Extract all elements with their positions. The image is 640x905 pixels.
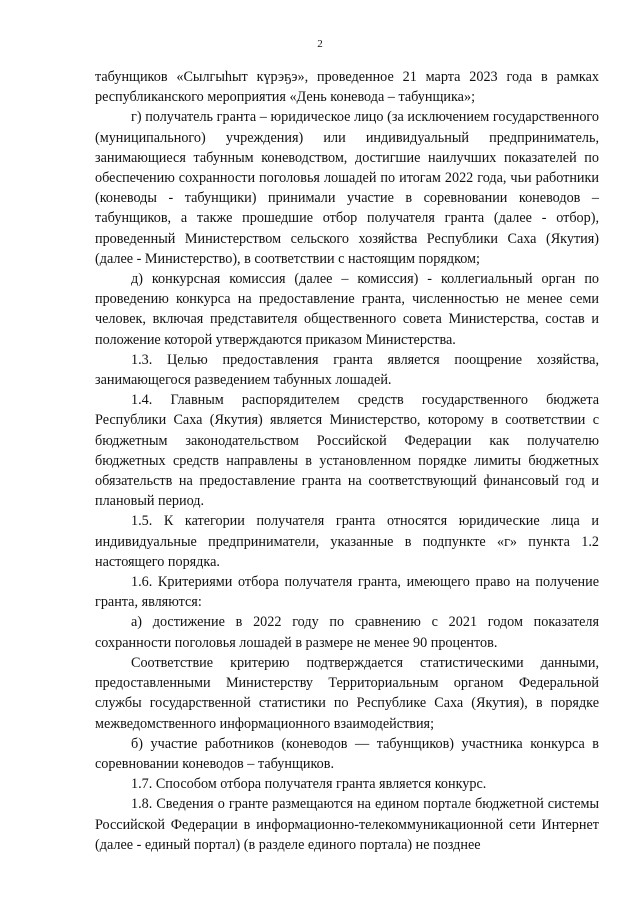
- paragraph-item-d: д) конкурсная комиссия (далее – комиссия) - коллегиальный орган по проведению конкурса на предоставление гранта, численностью не менее семи человек, включая представителя общественного совета Министерства, состав и положение которой утверждаются приказом Министерства.: [95, 271, 599, 348]
- paragraph-1-8: 1.8. Сведения о гранте размещаются на едином портале бюджетной системы Российской Федерации в информационно-телекоммуникационной сети Интернет (далее - единый портал) (в разделе единого портала) не позднее: [95, 796, 599, 853]
- paragraph-1-7: 1.7. Способом отбора получателя гранта является конкурс.: [131, 776, 487, 793]
- paragraph-1-4: 1.4. Главным распорядителем средств государственного бюджета Республики Саха (Якутия) является Министерство, которому в соответствии с бюджетным законодательством Российской Федерации как получателю бюджетных средств направлены в установленном порядке лимиты бюджетных обязательств на предоставление гранта на соответствующий финансовый год и плановый период.: [95, 392, 599, 510]
- paragraph-criterion-a: а) достижение в 2022 году по сравнению с 2021 годом показателя сохранности поголовья лошадей в размере не менее 90 процентов.: [95, 614, 599, 651]
- paragraph-continuation: табунщиков «Сылгыһыт күрэҕэ», проведенное 21 марта 2023 года в рамках республиканского мероприятия «День коневода – табунщика»;: [95, 69, 599, 106]
- page-number: 2: [317, 38, 323, 50]
- paragraph-1-6: 1.6. Критериями отбора получателя гранта, имеющего право на получение гранта, являются:: [95, 574, 599, 611]
- paragraph-1-3: 1.3. Целью предоставления гранта является поощрение хозяйства, занимающегося разведением табунных лошадей.: [95, 351, 599, 389]
- document-body: [95, 67, 599, 855]
- paragraph-criterion-confirmation: Соответствие критерию подтверждается статистическими данными, предоставленными Министерству Территориальным органом Федеральной службы государственной статистики по Республике Саха (Якутия), в порядке межведомственного информационного взаимодействия;: [95, 654, 599, 732]
- paragraph-1-5: 1.5. К категории получателя гранта относятся юридические лица и индивидуальные предприниматели, указанные в подпункте «г» пункта 1.2 настоящего порядка.: [95, 513, 599, 570]
- paragraph-criterion-b: б) участие работников (коневодов — табунщиков) участника конкурса в соревновании коневодов – табунщиков.: [95, 735, 599, 772]
- paragraph-item-g: г) получатель гранта – юридическое лицо (за исключением государственного (муниципального) учреждения) или индивидуальный предприниматель, занимающиеся табунным коневодством, достигшие наилучших показателей по обеспечению сохранности поголовья лошадей по итогам 2022 года, чьи работники (коневоды - табунщики) принимали участие в соревновании коневодов – табунщиков, а также прошедшие отбор получателя гранта (далее - отбор), проведенный Министерством сельского хозяйства Республики Саха (Якутия) (далее - Министерство), в соответствии с настоящим порядком;: [95, 109, 599, 267]
